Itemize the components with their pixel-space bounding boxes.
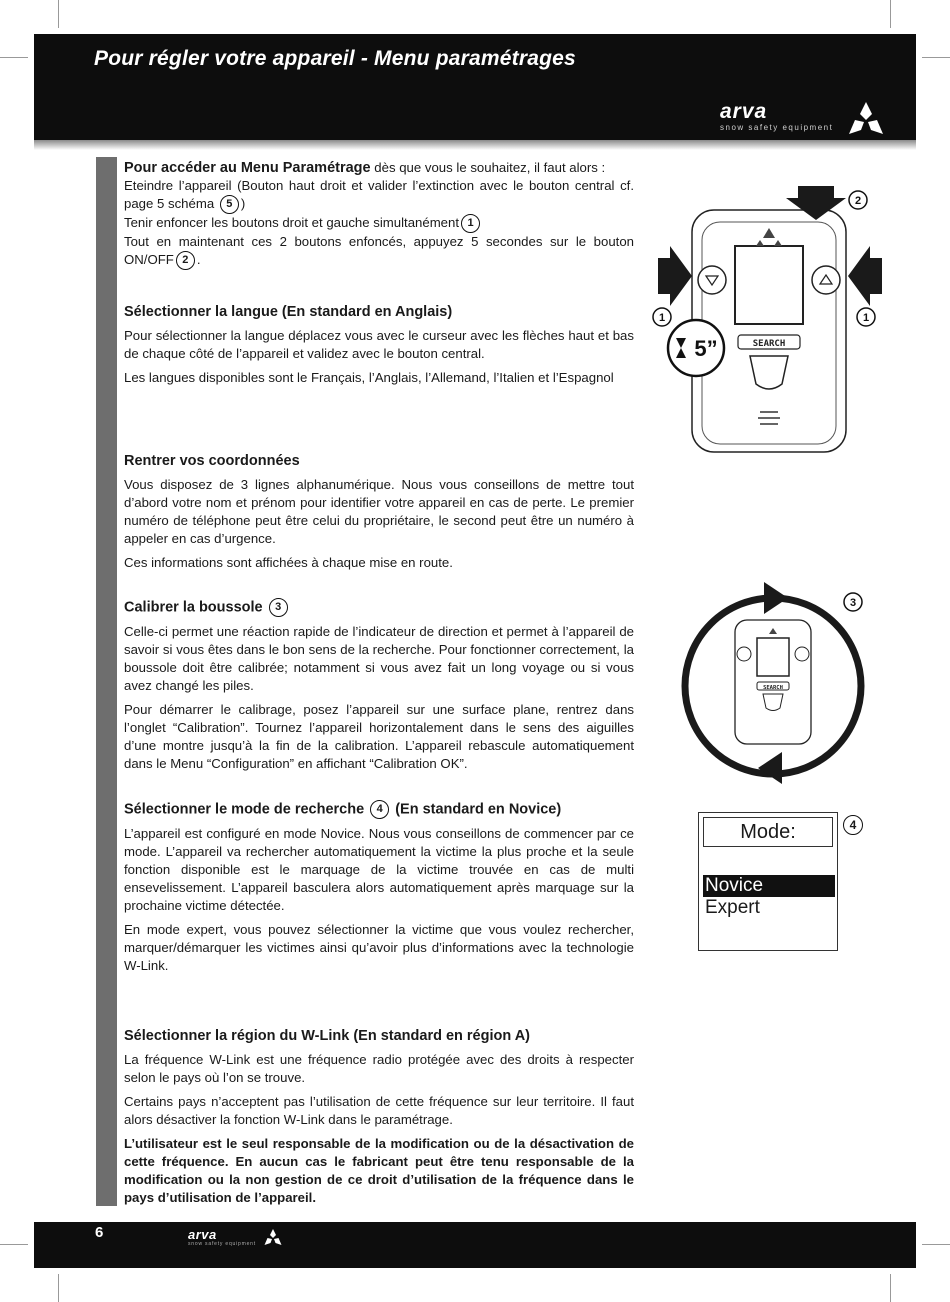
section-paragraph: La fréquence W-Link est une fréquence radio protégée avec des droits à respecter selon le pays où l’on se trouve. [124, 1052, 634, 1085]
section-heading: Pour accéder au Menu Paramétrage [124, 160, 371, 176]
section-heading: Sélectionner la région du W-Link (En standard en région A) [124, 1028, 531, 1044]
section-text: dès que vous le souhaitez, il faut alors : [370, 160, 606, 175]
mode-screen-title: Mode: [703, 817, 833, 847]
device-buttons-figure [650, 180, 890, 460]
section-mode [124, 800, 634, 981]
brand-logo [720, 100, 910, 136]
step-number-badge: 1 [461, 214, 480, 233]
footer-bar [34, 1222, 916, 1268]
crop-mark [922, 1244, 950, 1245]
device-label-text: SEARCH [752, 339, 786, 349]
section-text: Tout en maintenant ces 2 boutons enfoncés, appuyez 5 secondes sur le bouton ON/OFF [124, 234, 634, 268]
arrow-left-icon [848, 246, 882, 306]
section-paragraph: Certains pays n’acceptent pas l’utilisation de cette fréquence sur leur territoire. Il faut alors désactiver la fonction W-Link dans le paramétrage. [124, 1094, 634, 1127]
figure-badge-number: 4 [843, 815, 863, 835]
step-number-badge: 4 [370, 800, 389, 819]
section-compass [124, 598, 634, 779]
section-paragraph: Pour sélectionner la langue déplacez vous avec le curseur avec les flèches haut et bas de chaque côté de l’appareil et validez avec le bouton central. [124, 328, 634, 361]
figure-badge-number: 3 [849, 597, 857, 609]
arva-logo-icon [262, 1228, 284, 1246]
section-text: Eteindre l’appareil (Bouton haut droit et valider l’extinction avec le bouton central cf. page 5 schéma [124, 178, 634, 211]
section-paragraph: Ces informations sont affichées à chaque mise en route. [124, 555, 453, 570]
brand-wordmark: arva [720, 100, 768, 123]
section-access [124, 159, 634, 270]
section-paragraph: Les langues disponibles sont le Français, l’Anglais, l’Allemand, l’Italien et l’Espagnol [124, 370, 614, 385]
section-paragraph: L’appareil est configuré en mode Novice. Nous vous conseillons de commencer par ce mode. L’appareil va rechercher automatiquement la victime la plus proche et la seule fonction disponible est le marquage de la victime trouvée en cas de multi ensevelissement. L’appareil basculera alors automatiquement après marquage sur la prochaine victime détectée. [124, 826, 634, 913]
crop-mark [0, 1244, 28, 1245]
section-heading [124, 598, 634, 617]
right-button-icon [812, 266, 840, 294]
device-label-text: SEARCH [763, 685, 783, 691]
section-paragraph: En mode expert, vous pouvez sélectionner la victime que vous voulez rechercher, marquer/démarquer les victimes ainsi qu’avoir plus d’informations avec la technologie W-Link. [124, 922, 634, 973]
brand-tagline: snow safety equipment [720, 123, 834, 132]
step-number-badge: 2 [176, 251, 195, 270]
rotation-arrow-bottom-icon [758, 752, 782, 784]
section-paragraph: Celle-ci permet une réaction rapide de l’indicateur de direction et permet à l’appareil de savoir si vous êtes dans le bon sens de la recherche. Pour fonctionner correctement, la boussole doit être calibrée; notamment si vous avez fait un long voyage ou si vous avez changé les piles. [124, 624, 634, 693]
step-number-badge: 5 [220, 195, 239, 214]
footer-brand-logo [188, 1227, 288, 1249]
step-number-badge: 3 [269, 598, 288, 617]
mode-screen [698, 812, 838, 951]
footer-brand-tagline: snow safety equipment [188, 1241, 256, 1247]
crop-mark [890, 1274, 891, 1302]
figure-badge-number: 2 [854, 195, 862, 207]
page-title: Pour régler votre appareil - Menu paramétrages [94, 47, 576, 70]
section-heading-text: Sélectionner le mode de recherche [124, 801, 365, 818]
section-heading: Rentrer vos coordonnées [124, 453, 300, 469]
section-heading-text: Calibrer la boussole [124, 599, 263, 616]
mode-option-novice[interactable]: Novice [703, 875, 835, 897]
compass-calibration-figure [680, 576, 880, 796]
section-text: . [196, 252, 201, 268]
section-text: ) [240, 196, 246, 211]
page-number: 6 [95, 1224, 104, 1241]
figure-badge-number: 1 [658, 312, 666, 324]
crop-mark [0, 57, 28, 58]
section-heading: Sélectionner la langue (En standard en Anglais) [124, 304, 453, 320]
section-heading [124, 800, 634, 819]
figure-badge-number: 1 [862, 312, 870, 324]
crop-mark [58, 1274, 59, 1302]
section-text: Tenir enfoncer les boutons droit et gauche simultanément [124, 215, 460, 231]
center-button-icon [750, 356, 788, 389]
mode-option-expert[interactable]: Expert [705, 897, 760, 918]
footer-brand-wordmark: arva [188, 1227, 217, 1242]
section-paragraph: Vous disposez de 3 lignes alphanumérique. Nous vous conseillons de mettre tout d’abord votre nom et prénom pour identifier votre appareil en cas de perte. Le premier numéro de téléphone peut être celui du propriétaire, le second peut être un numéro à appeler en cas d’urgence. [124, 477, 634, 546]
section-heading-text: (En standard en Novice) [395, 801, 562, 818]
header-shadow [34, 140, 916, 150]
section-contact [124, 452, 634, 578]
section-language [124, 303, 634, 393]
section-paragraph: Pour démarrer le calibrage, posez l’appareil sur une surface plane, rentrez dans l’onglet “Calibration”. Tournez l’appareil horizontalement dans le sens des aiguilles d’une montre jusqu’à la fin de la calibration. L’appareil rebascule automatiquement dans le Menu “Configuration” en affichant “Calibration OK”. [124, 702, 634, 771]
sidebar-bar [96, 157, 117, 1206]
arva-logo-icon [845, 100, 887, 136]
arrow-right-icon [658, 246, 692, 306]
crop-mark [922, 57, 950, 58]
warning-paragraph: L’utilisateur est le seul responsable de la modification ou de la désactivation de cette fréquence. En aucun cas le fabricant peut être tenu responsable de la modification ou la non gestion de ce droit d’utilisation de la fréquence dans le pays d’utilisation de l’appareil. [124, 1136, 634, 1205]
crop-mark [58, 0, 59, 28]
rotation-arrow-top-icon [764, 582, 788, 614]
section-wlink [124, 1027, 634, 1213]
timer-text: 5” [694, 336, 718, 361]
left-button-icon [698, 266, 726, 294]
crop-mark [890, 0, 891, 28]
